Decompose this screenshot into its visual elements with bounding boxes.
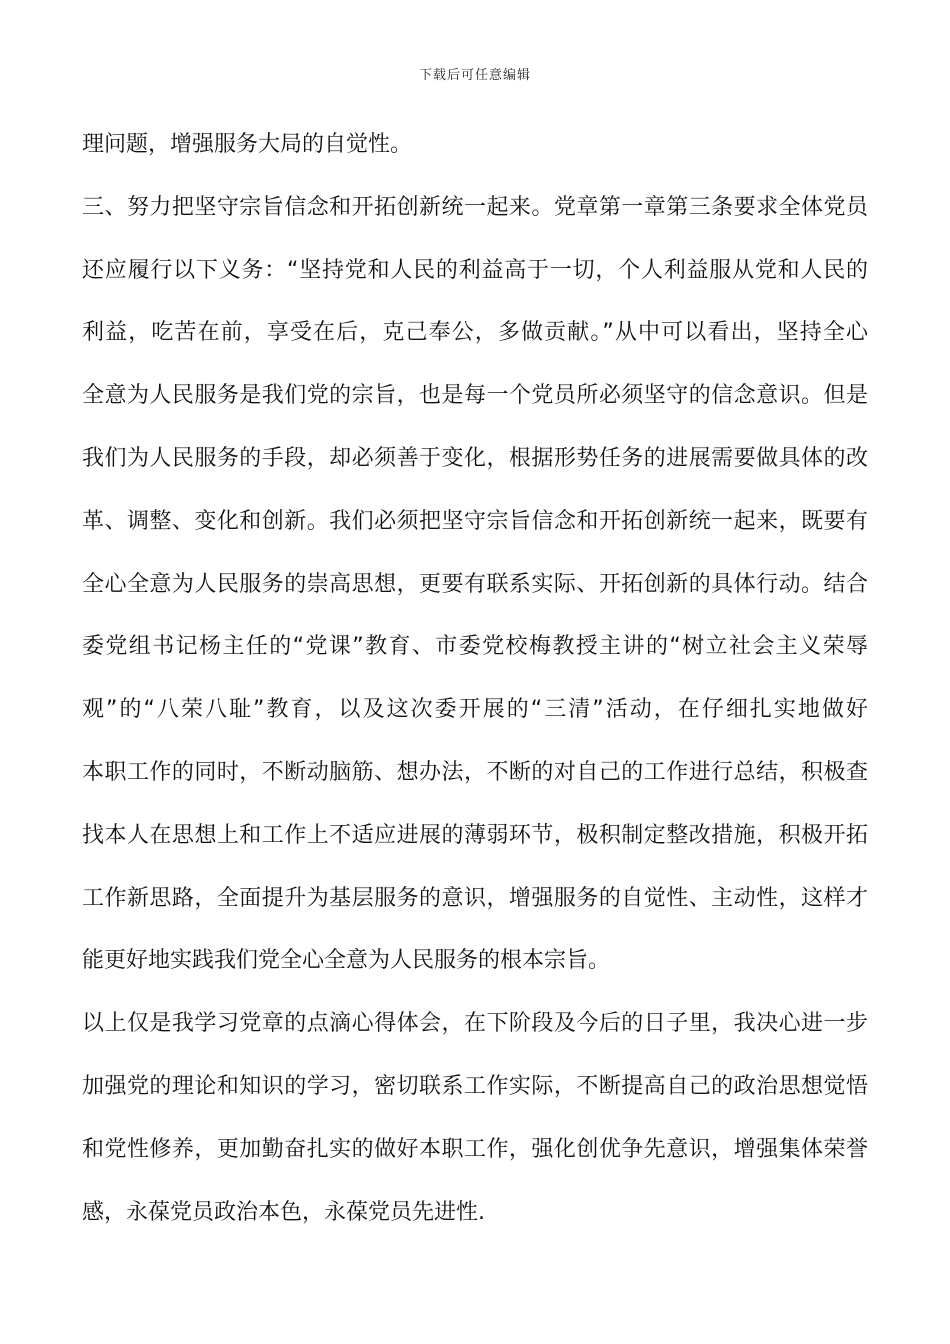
text-line: 能更好地实践我们党全心全意为人民服务的根本宗旨。: [82, 948, 611, 974]
text-line: 委党组书记杨主任的“党课”教育、市委党校梅教授主讲的“树立社会主义荣辱: [82, 634, 868, 660]
text-line: 还应履行以下义务：“坚持党和人民的利益高于一切，个人利益服从党和人民的: [82, 257, 868, 283]
text-line: 全意为人民服务是我们党的宗旨，也是每一个党员所必须坚守的信念意识。但是: [82, 383, 868, 409]
text-line: 和党性修养，更加勤奋扎实的做好本职工作，强化创优争先意识，增强集体荣誉: [82, 1136, 868, 1162]
text-line: 理问题，增强服务大局的自觉性。: [82, 132, 413, 157]
text-line: 革、调整、变化和创新。我们必须把坚守宗旨信念和开拓创新统一起来，既要有: [82, 508, 868, 534]
text-line: 以上仅是我学习党章的点滴心得体会，在下阶段及今后的日子里，我决心进一步: [82, 1011, 868, 1037]
text-line: 我们为人民服务的手段，却必须善于变化，根据形势任务的进展需要做具体的改: [82, 445, 868, 471]
text-line: 加强党的理论和知识的学习，密切联系工作实际，不断提高自己的政治思想觉悟: [82, 1073, 868, 1099]
text-line: 三、努力把坚守宗旨信念和开拓创新统一起来。党章第一章第三条要求全体党员: [82, 194, 868, 220]
body-text: [82, 114, 868, 1244]
text-line: 利益，吃苦在前，享受在后，克己奉公，多做贡献。”从中可以看出，坚持全心: [82, 320, 868, 346]
text-line: 本职工作的同时，不断动脑筋、想办法，不断的对自己的工作进行总结，积极查: [82, 759, 868, 785]
text-line: 全心全意为人民服务的崇高思想，更要有联系实际、开拓创新的具体行动。结合: [82, 571, 868, 597]
text-line: 工作新思路，全面提升为基层服务的意识，增强服务的自觉性、主动性，这样才: [82, 885, 868, 911]
header-note: 下载后可任意编辑: [418, 68, 531, 83]
text-line: 感，永葆党员政治本色，永葆党员先进性.: [82, 1199, 485, 1225]
text-line: 观”的“八荣八耻”教育，以及这次委开展的“三清”活动，在仔细扎实地做好: [82, 697, 868, 723]
text-line: 找本人在思想上和工作上不适应进展的薄弱环节，极积制定整改措施，积极开拓: [82, 822, 868, 848]
